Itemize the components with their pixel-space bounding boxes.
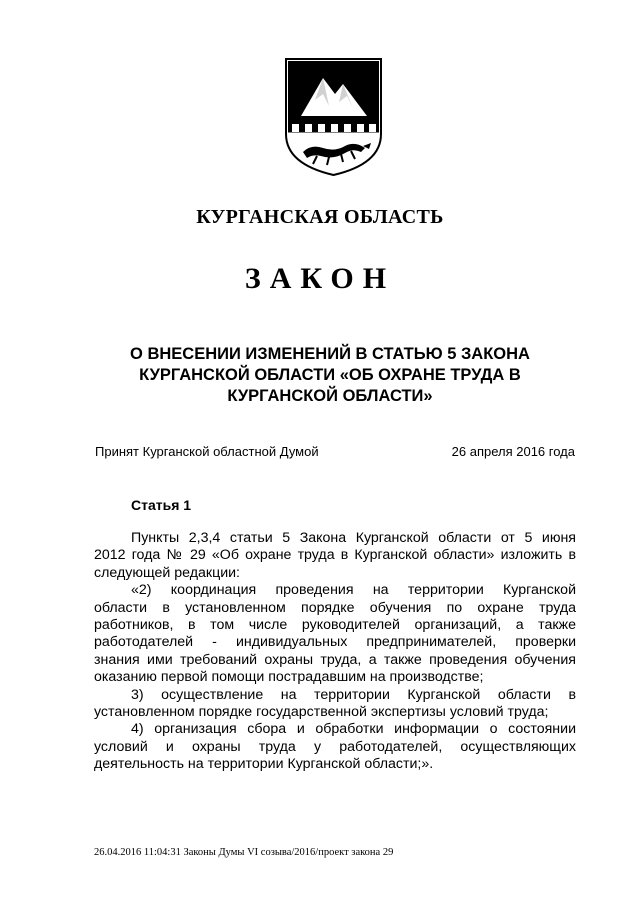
- law-title-line: КУРГАНСКОЙ ОБЛАСТИ»: [227, 387, 433, 405]
- paragraph-intro: [94, 530, 576, 582]
- text-line: Пункты 2,3,4 статьи 5 Закона Курганской области от 5 июня: [131, 530, 576, 546]
- paragraph-item-3: [94, 687, 576, 722]
- text-line: «2) координация проведения на территории Курганской: [131, 582, 576, 599]
- footer-metadata: 26.04.2016 11:04:31 Законы Думы VI созыва/2016/проект закона 29: [94, 847, 394, 858]
- text-line: деятельность на территории Курганской области;».: [94, 756, 434, 773]
- article-body: [94, 530, 576, 774]
- adoption-date: 26 апреля 2016 года: [451, 444, 575, 459]
- law-title-line: О ВНЕСЕНИИ ИЗМЕНЕНИЙ В СТАТЬЮ 5 ЗАКОНА: [130, 345, 530, 363]
- article-heading: Статья 1: [131, 497, 192, 513]
- document-type: ЗАКОН: [244, 262, 396, 295]
- text-line: установленном порядке государственной экспертизы условий труда;: [94, 704, 549, 721]
- text-line: 4) организация сбора и обработки информации о состоянии: [131, 721, 576, 738]
- text-line: работников, в том числе руководителей организаций, а также: [94, 617, 576, 634]
- text-line: области в установленном порядке обучения по охране труда: [94, 599, 576, 616]
- text-line: 3) осуществление на территории Курганской области в: [131, 686, 576, 703]
- coat-of-arms-icon: [283, 56, 384, 178]
- text-line: работодателей - индивидуальных предпринимателей, проверки: [94, 634, 576, 651]
- paragraph-item-4: [94, 721, 576, 773]
- text-line: знания ими требований охраны труда, а также проведения обучения: [94, 651, 576, 668]
- adopted-by: Принят Курганской областной Думой: [95, 444, 319, 459]
- law-title-line: КУРГАНСКОЙ ОБЛАСТИ «ОБ ОХРАНЕ ТРУДА В: [139, 366, 521, 384]
- law-title: [90, 344, 570, 407]
- text-line: 2012 года № 29 «Об охране труда в Курганской области» изложить в: [94, 547, 576, 564]
- text-line: следующей редакции:: [94, 564, 240, 581]
- region-name: КУРГАНСКАЯ ОБЛАСТЬ: [196, 206, 444, 228]
- text-line: условий и охраны труда у работодателей, осуществляющих: [94, 738, 576, 755]
- paragraph-item-2: [94, 582, 576, 686]
- text-line: оказанию первой помощи пострадавшим на производстве;: [94, 669, 484, 686]
